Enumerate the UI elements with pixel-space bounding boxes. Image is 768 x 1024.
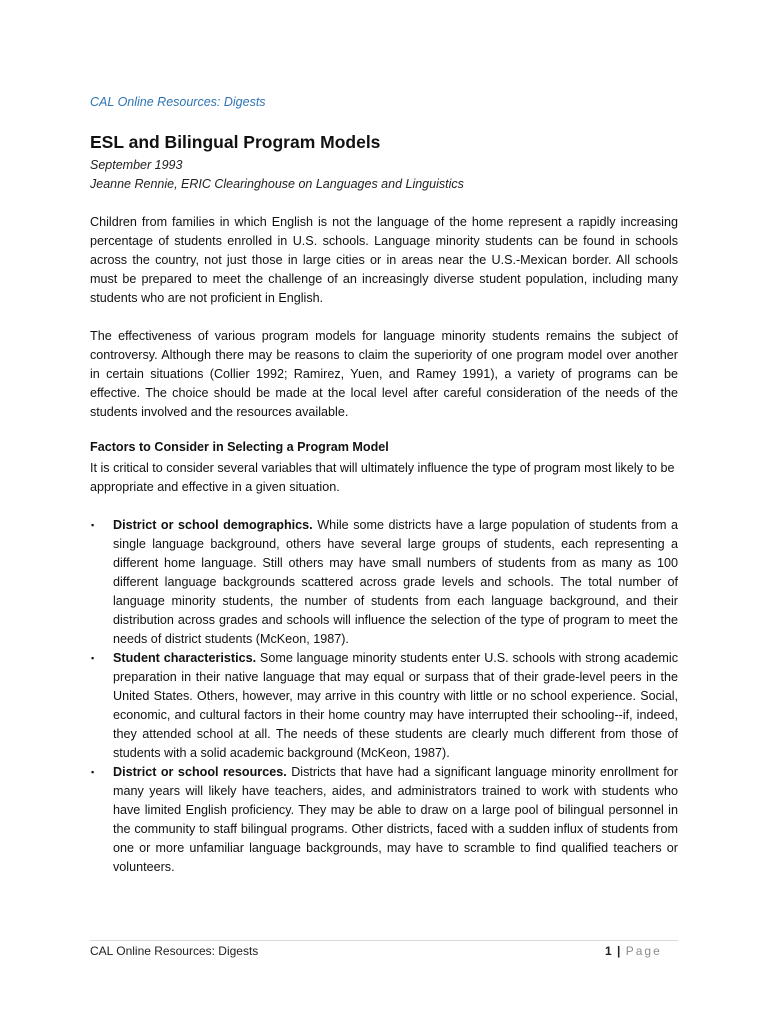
page-word: Page	[625, 944, 662, 958]
footer-divider	[90, 940, 678, 941]
page-number: 1	[605, 944, 612, 958]
list-item-label: Student characteristics.	[113, 651, 257, 665]
list-item	[90, 763, 678, 877]
bullet-square-icon: ▪	[91, 653, 95, 663]
list-item-label: District or school demographics.	[113, 518, 313, 532]
list-item	[90, 516, 678, 649]
bullet-square-icon: ▪	[91, 767, 95, 777]
page-indicator	[605, 944, 662, 958]
footer-series-label: CAL Online Resources: Digests	[90, 944, 259, 958]
publication-date: September 1993	[90, 158, 183, 172]
page-title: ESL and Bilingual Program Models	[90, 132, 381, 152]
paragraph-intro: Children from families in which English is not the language of the home represent a rapidly increasing percentage of students enrolled in U.S. schools. Language minority students can be found in schools across the country, not just those in large cities or in areas near the U.S.-Mexican border. All schools must be prepared to meet the challenge of an increasingly diverse student population, including many students who are not proficient in English.	[90, 215, 678, 305]
series-label: CAL Online Resources: Digests	[90, 95, 266, 109]
factor-list	[90, 516, 678, 877]
list-item	[90, 649, 678, 763]
section-heading: Factors to Consider in Selecting a Program Model	[90, 440, 389, 454]
list-item-text: Districts that have had a significant language minority enrollment for many years will likely have teachers, aides, and administrators trained to work with students who have limited English proficiency. They may be able to draw on a large pool of bilingual personnel in the community to staff bilingual programs. Other districts, faced with a sudden influx of students from one or more unfamiliar language backgrounds, may have to scramble to find qualified teachers or volunteers.	[113, 765, 678, 874]
paragraph-effectiveness: The effectiveness of various program models for language minority students remains the subject of controversy. Although there may be reasons to claim the superiority of one program model over another in certain situations (Collier 1992; Ramirez, Yuen, and Ramey 1991), a variety of programs can be effective. The choice should be made at the local level after careful consideration of the needs of the students involved and the resources available.	[90, 329, 678, 419]
page-separator: |	[617, 944, 621, 958]
section-intro: It is critical to consider several variables that will ultimately influence the type of program most likely to be appropriate and effective in a given situation.	[90, 461, 675, 494]
list-item-label: District or school resources.	[113, 765, 287, 779]
bullet-square-icon: ▪	[91, 520, 95, 530]
list-item-text: While some districts have a large population of students from a single language background, others have several large groups of students, each representing a different home language. Still others may have small numbers of students from as many as 100 different language backgrounds scattered across grade levels and schools. The total number of language minority students, the number of students from each language background, and their distribution across grades and schools will influence the selection of the type of program to meet the needs of district students (McKeon, 1987).	[113, 518, 678, 646]
list-item-text: Some language minority students enter U.S. schools with strong academic preparation in their native language that may equal or surpass that of their grade-level peers in the United States. Others, however, may arrive in this country with little or no school experience. Social, economic, and cultural factors in their home country may have interrupted their schooling--if, indeed, they attended school at all. The needs of these students are clearly much different from those of students with a solid academic background (McKeon, 1987).	[113, 651, 678, 760]
author-line: Jeanne Rennie, ERIC Clearinghouse on Languages and Linguistics	[90, 177, 464, 191]
